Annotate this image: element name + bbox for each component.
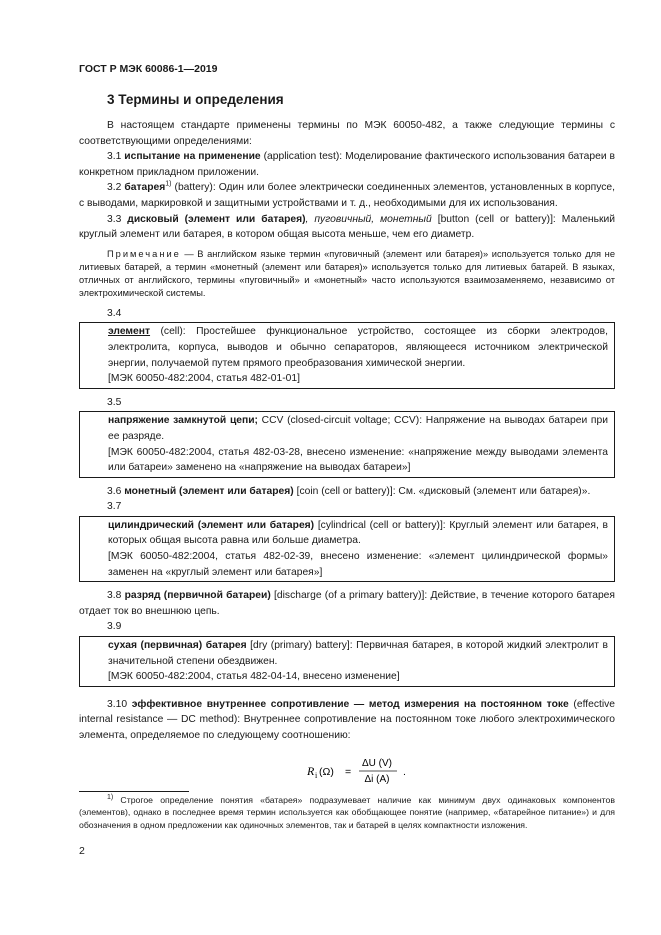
- term-name: разряд (первичной батареи): [124, 590, 271, 602]
- term-3-6: 3.6 монетный (элемент или батарея) [coin (cell or battery)]: См. «дисковый (элемент или батарея)».: [107, 485, 591, 497]
- term-3-2: 3.2 батарея$^{1)}$ (battery): Один или более электрически соединенных элементов, установленных в корпусе, с выводами, маркировкой и защитными устройствами и т. д., необходимыми для их использования.: [79, 180, 615, 209]
- footnote-marker: 1): [165, 180, 172, 188]
- document-header: ГОСТ Р МЭК 60086-1—2019: [79, 63, 218, 75]
- term-name: дисковый (элемент или батарея): [127, 213, 306, 225]
- page-number: 2: [79, 845, 85, 857]
- term-name: напряжение замкнутой цепи;: [108, 415, 258, 427]
- term-box-3-4: элемент (cell): Простейшее функциональное устройство, состоящее из сборки электродов, электролита, корпуса, выводов и обычно сепараторов, являющееся источником электрической энергии, получаемой путем прямого преобразования химической энергии. [МЭК 60050-482:2004, статья 482-01-01]: [79, 322, 615, 388]
- intro-paragraph: В настоящем стандарте применены термины по МЭК 60050-482, а также следующие термины с соответствующими определениями:: [79, 120, 615, 147]
- footnote-divider: [79, 791, 189, 792]
- term-number: 3.4: [107, 307, 122, 319]
- formula-denominator: Δi (A): [364, 773, 390, 785]
- section-title: 3 Термины и определения: [107, 92, 284, 107]
- term-reference: [МЭК 60050-482:2004, статья 482-04-14, внесено изменение]: [108, 671, 400, 683]
- term-3-3: 3.3 дисковый (элемент или батарея), пуговичный, монетный [button (cell or battery)]: Маленький круглый элемент или батарея, в котором общая высота меньше, чем его диаметр.: [79, 213, 615, 241]
- term-number: 3.9: [107, 621, 122, 633]
- term-name: испытание на применение: [124, 151, 261, 163]
- term-name: монетный (элемент или батарея): [124, 485, 294, 497]
- term-box-3-9: сухая (первичная) батарея [dry (primary) battery]: Первичная батарея, в которой жидкий электролит в значительной степени обездвижен. [МЭК 60050-482:2004, статья 482-04-14, внесено изменение]: [79, 636, 615, 687]
- formula-lhs-sub: i: [315, 770, 318, 780]
- note-paragraph: Примечание — В английском языке термин «пуговичный (элемент или батарея)» используется только для не литиевых батарей, а термин «монетный (элемент или батарея)» используется только для литиевых батарей. В языках, отличных от английского, термины «пуговичный» и «монетный» часто используются взаимозаменяемо, независимо от электрохимической системы.: [79, 248, 615, 298]
- term-box-3-7: цилиндрический (элемент или батарея) [cylindrical (cell or battery)]: Круглый элемент или батарея, в которых общая высота равна или больше диаметра. [МЭК 60050-482:2004, статья 482-02-39, внесено изменение: «элемент цилиндрической формы» заменен на «круглый элемент или батарея»]: [79, 516, 615, 582]
- term-name: батарея: [124, 182, 166, 194]
- term-3-1: 3.1 испытание на применение (application test): Моделирование фактического использования батареи в конкретном прикладном приложении.: [79, 151, 615, 178]
- term-name: сухая (первичная) батарея: [108, 640, 247, 652]
- formula-lhs: R: [307, 763, 315, 778]
- term-number: 3.7: [107, 501, 122, 513]
- term-reference: [МЭК 60050-482:2004, статья 482-01-01]: [108, 373, 301, 385]
- footnote-mark: 1): [107, 794, 114, 802]
- formula-numerator: ΔU (V): [361, 757, 393, 769]
- term-box-3-5: напряжение замкнутой цепи; CCV (closed-circuit voltage; CCV): Напряжение на выводах батареи при ее разряде. [МЭК 60050-482:2004, статья 482-03-28, внесено изменение: «напряжение между выводами элемента или батареи» заменено на «напряжение на выводах батареи»]: [79, 411, 615, 477]
- term-3-10: 3.10 эффективное внутреннее сопротивление — метод измерения на постоянном токе (effective internal resistance — DC method): Внутреннее сопротивление на постоянном токе любого электрохимического элемента, определяемое по следующему соотношению:: [79, 698, 616, 741]
- term-name: элемент: [108, 326, 151, 338]
- main-content: [79, 90, 615, 784]
- formula-period: .: [403, 765, 406, 778]
- term-3-8: 3.8 разряд (первичной батареи) [discharge (of a primary battery)]: Действие, в течение которого батарея отдает ток во внешнюю цепь.: [79, 590, 615, 617]
- resistance-formula: [135, 754, 615, 784]
- formula-graphic: [307, 754, 467, 788]
- term-reference: [МЭК 60050-482:2004, статья 482-03-28, внесено изменение: «напряжение между выводами элемента или батареи» заменено на «напряжение на выводах батареи»]: [108, 446, 608, 474]
- footnote: $^{1)}$ Строгое определение понятия «батарея» подразумевает наличие как минимум двух одинаковых компонентов (элементов), однако в последнее время термин используется как обобщающее понятие (например, «батарейное питание») и для обозначения в одном предложении как одиночных элементов, так и батарей в целях компактности изложения.: [79, 794, 615, 830]
- term-name: эффективное внутреннее сопротивление — метод измерения на постоянном токе: [131, 698, 569, 710]
- term-number: 3.5: [107, 396, 122, 408]
- term-reference: [МЭК 60050-482:2004, статья 482-02-39, внесено изменение: «элемент цилиндрической формы» заменен на «круглый элемент или батарея»]: [108, 551, 608, 578]
- formula-equals: =: [345, 765, 352, 778]
- term-name: цилиндрический (элемент или батарея): [108, 519, 315, 531]
- formula-lhs-unit: (Ω): [319, 765, 334, 778]
